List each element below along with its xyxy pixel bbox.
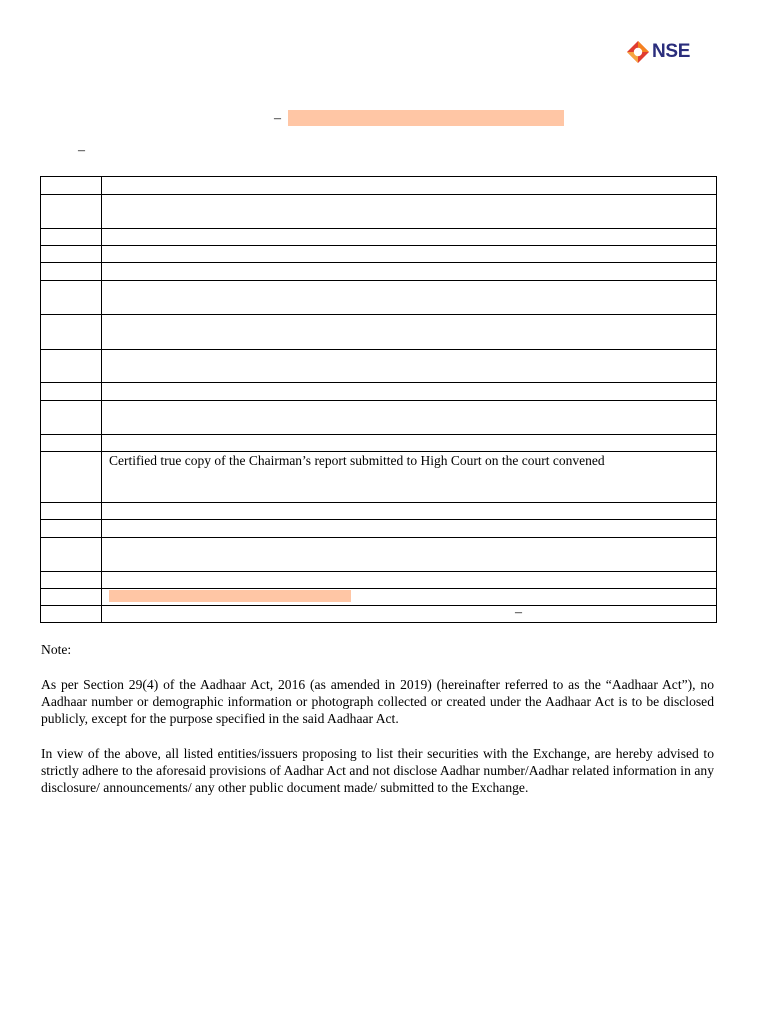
table-row bbox=[41, 229, 717, 246]
row-description-cell bbox=[102, 281, 717, 315]
row-number-cell bbox=[41, 606, 102, 623]
note-paragraph: In view of the above, all listed entities/issuers proposing to list their securities with the Exchange, are hereby advised to strictly adhere to the aforesaid provisions of Aadhar Act and not disclose Aadhar number/Aadhar related information in any disclosure/ announcements/ any other public document made/ submitted to the Exchange. bbox=[41, 746, 714, 795]
row-description-cell bbox=[102, 520, 717, 538]
row-description-cell bbox=[102, 263, 717, 281]
row-description-cell bbox=[102, 572, 717, 589]
row-number-cell bbox=[41, 350, 102, 383]
row-description-cell bbox=[102, 452, 717, 503]
documents-table bbox=[40, 176, 717, 623]
row-number-cell bbox=[41, 195, 102, 229]
row-number-cell bbox=[41, 246, 102, 263]
table-row bbox=[41, 315, 717, 350]
title-dash: – bbox=[274, 111, 281, 126]
logo-text: NSE bbox=[652, 41, 691, 62]
row-number-cell bbox=[41, 383, 102, 401]
row-number-cell bbox=[41, 520, 102, 538]
row-description-cell bbox=[102, 401, 717, 435]
table-row bbox=[41, 503, 717, 520]
row-description-cell bbox=[102, 589, 717, 606]
nse-logo bbox=[626, 40, 690, 64]
row-number-cell bbox=[41, 263, 102, 281]
table-row bbox=[41, 246, 717, 263]
note-paragraph: As per Section 29(4) of the Aadhaar Act, 2016 (as amended in 2019) (hereinafter referred to as the “Aadhaar Act”), no Aadhaar number or demographic information or photograph collected or created under the Aadhaar Act is to be disclosed publicly, except for the purpose specified in the said Aadhaar Act. bbox=[41, 677, 714, 726]
row-number-cell bbox=[41, 281, 102, 315]
table-row bbox=[41, 572, 717, 589]
row-number-cell bbox=[41, 401, 102, 435]
row-description-cell bbox=[102, 503, 717, 520]
table-row bbox=[41, 195, 717, 229]
table-row bbox=[41, 606, 717, 623]
row-description-cell bbox=[102, 435, 717, 452]
row-number-cell bbox=[41, 538, 102, 572]
table-row bbox=[41, 263, 717, 281]
table-row bbox=[41, 350, 717, 383]
table-row bbox=[41, 383, 717, 401]
row-description-cell bbox=[102, 246, 717, 263]
notes-section bbox=[41, 641, 714, 814]
table-row bbox=[41, 452, 717, 503]
row-description-cell bbox=[102, 350, 717, 383]
row-number-cell bbox=[41, 589, 102, 606]
row-description-cell bbox=[102, 229, 717, 246]
row-number-cell bbox=[41, 503, 102, 520]
row-number-cell bbox=[41, 177, 102, 195]
row-dash: – bbox=[515, 605, 522, 620]
table-row bbox=[41, 589, 717, 606]
table-row bbox=[41, 177, 717, 195]
table-row bbox=[41, 281, 717, 315]
row-number-cell bbox=[41, 229, 102, 246]
note-label: Note: bbox=[41, 642, 72, 657]
table-row bbox=[41, 401, 717, 435]
row-highlight bbox=[109, 590, 351, 602]
row-description-cell bbox=[102, 538, 717, 572]
row-description: Certified true copy of the Chairman’s report submitted to High Court on the court convened bbox=[109, 453, 605, 468]
row-description-cell bbox=[102, 315, 717, 350]
nse-logo-icon bbox=[626, 40, 650, 64]
table-row bbox=[41, 435, 717, 452]
row-description-cell bbox=[102, 195, 717, 229]
row-number-cell bbox=[41, 452, 102, 503]
row-number-cell bbox=[41, 315, 102, 350]
table-row bbox=[41, 538, 717, 572]
row-number-cell bbox=[41, 572, 102, 589]
table-row bbox=[41, 520, 717, 538]
row-number-cell bbox=[41, 435, 102, 452]
row-description-cell bbox=[102, 606, 717, 623]
row-description-cell bbox=[102, 383, 717, 401]
title-highlight bbox=[288, 110, 564, 126]
row-description-cell bbox=[102, 177, 717, 195]
subtitle-dash: – bbox=[78, 143, 85, 158]
